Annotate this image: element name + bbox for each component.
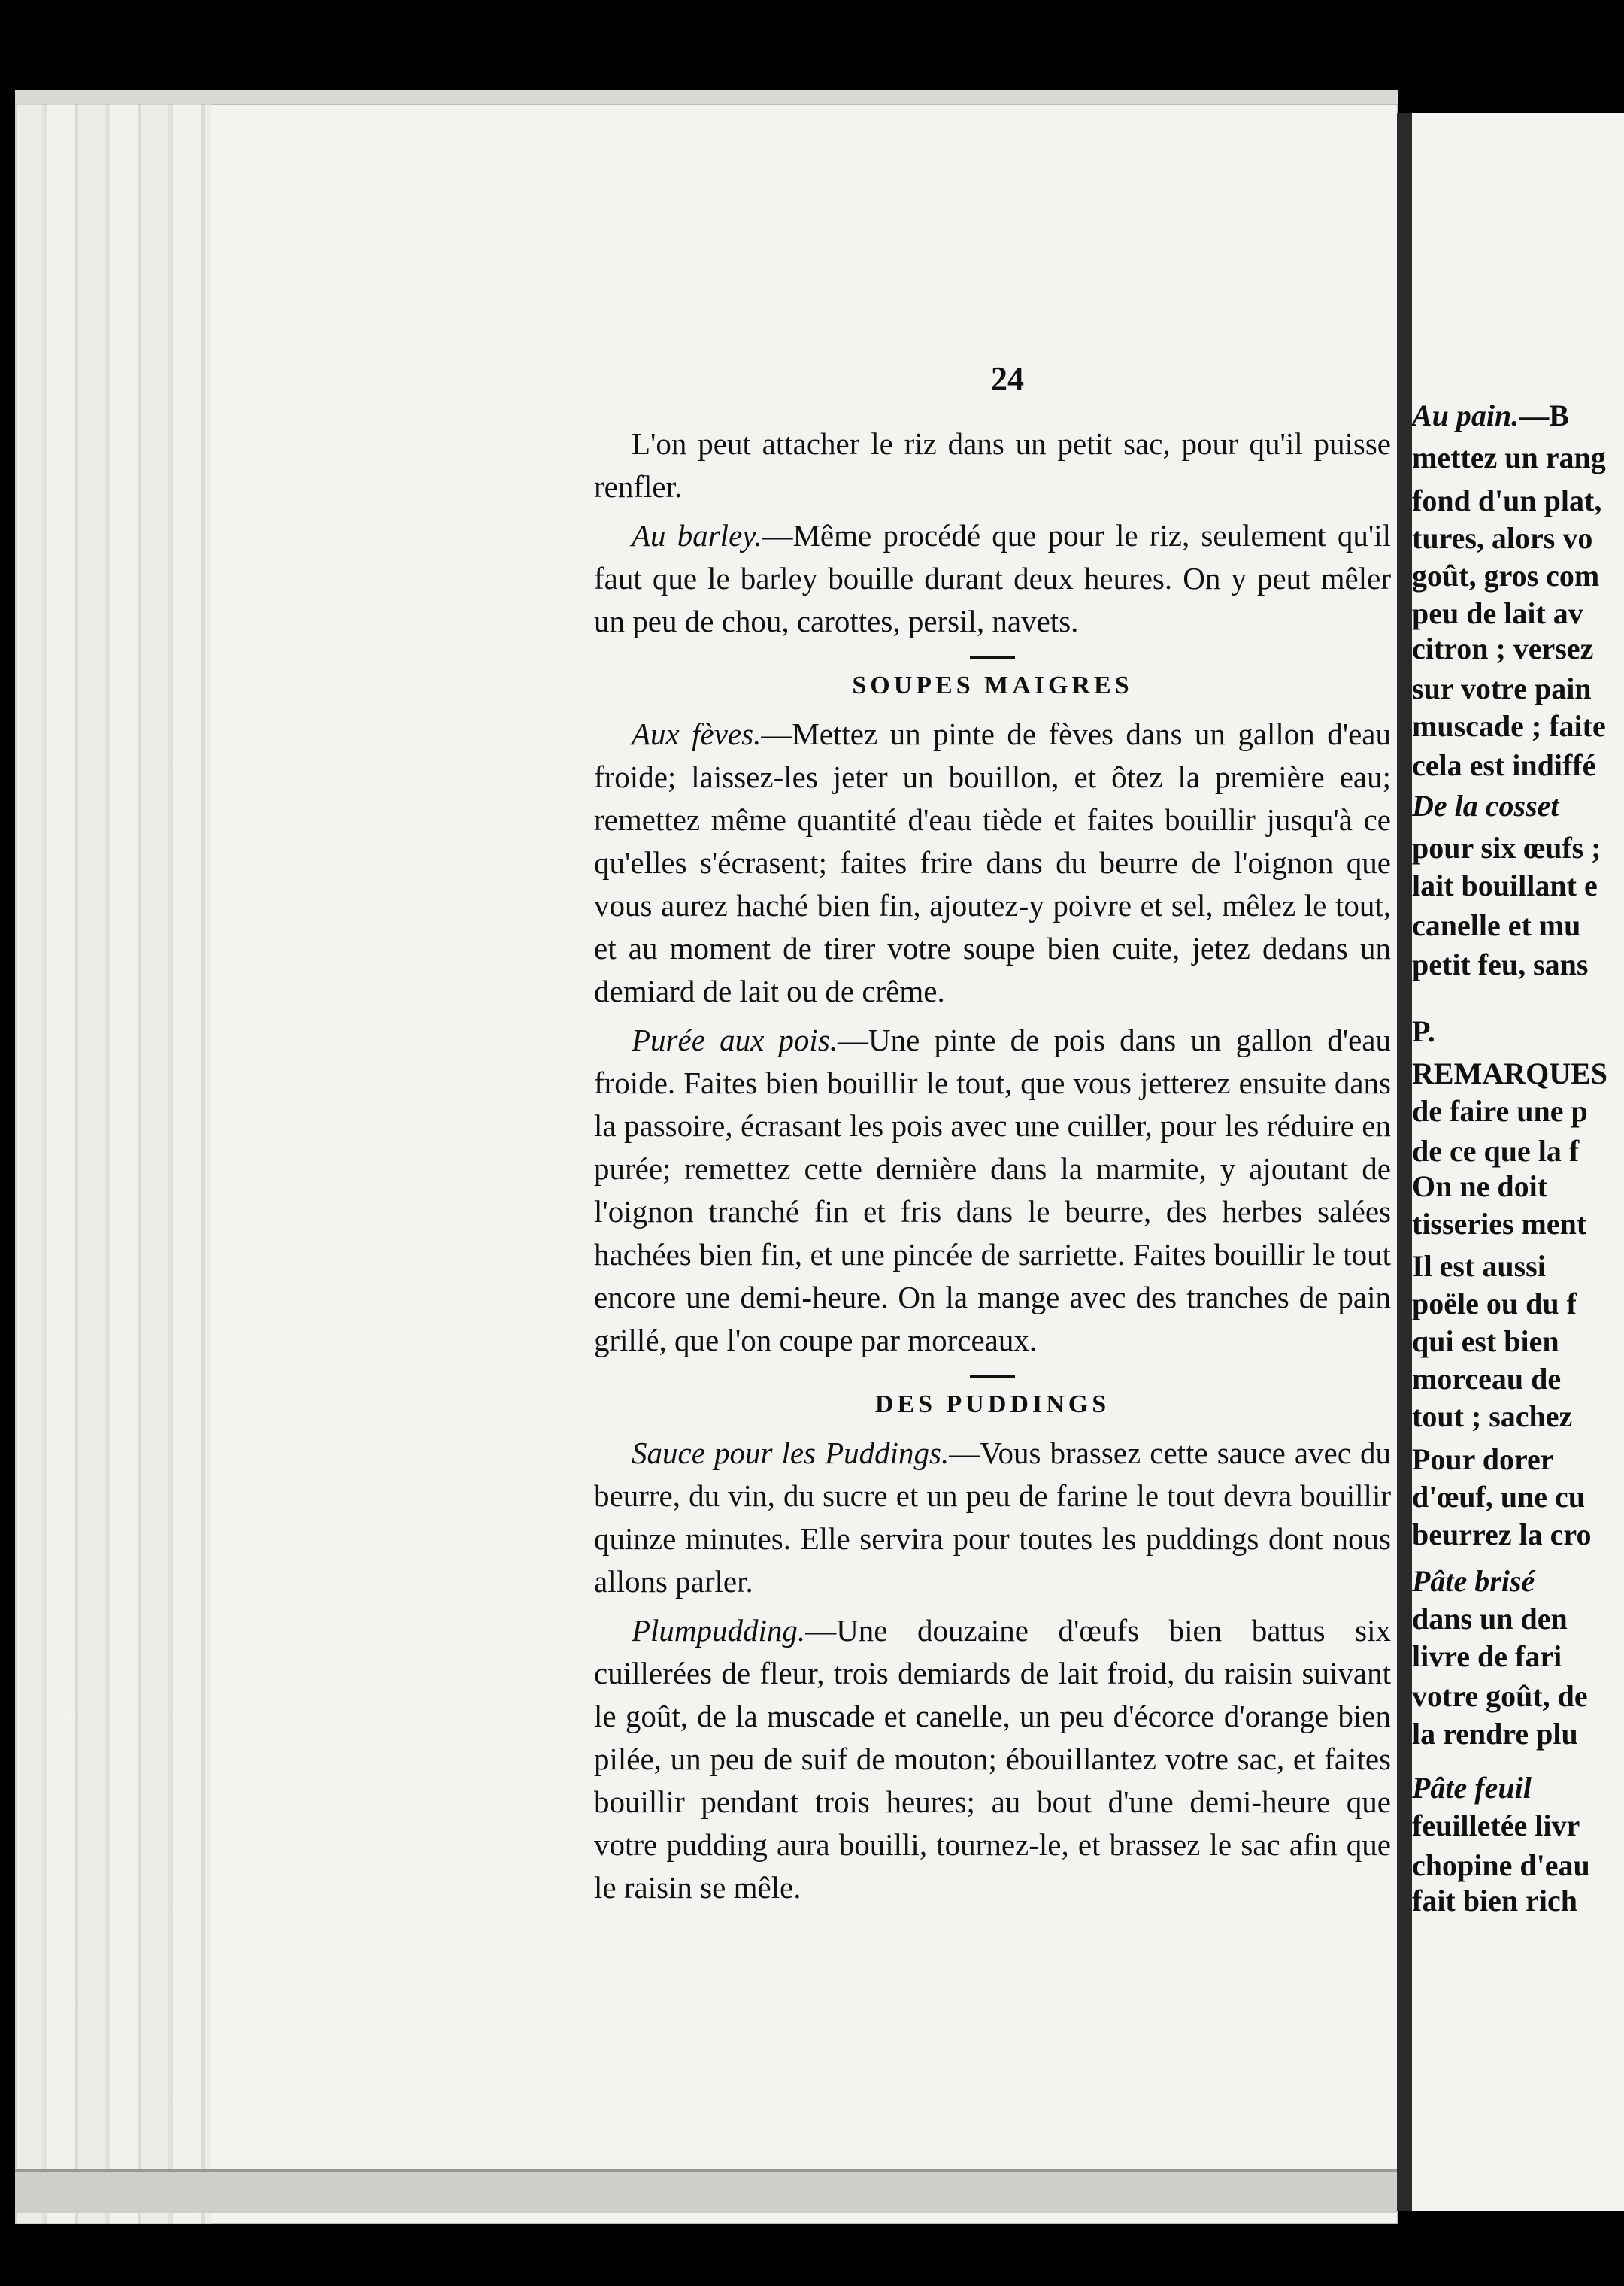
right-page-line: beurrez la cro [1412,1517,1592,1551]
right-page-line: la rendre plu [1412,1716,1578,1751]
recipe-term: Plumpudding. [632,1613,806,1648]
right-page-line: morceau de [1412,1362,1562,1396]
right-page-line: tisseries ment [1412,1207,1587,1241]
recipe-text: L'on peut attacher le riz dans un petit sac, pour qu'il puisse renfler. [594,426,1391,504]
recipe-text: —Une douzaine d'œufs bien battus six cuillerées de fleur, trois demiards de lait froid, du raisin suivant le goût, de la muscade et canelle, un peu d'écorce d'orange bien pilée, un peu de suif de mouton; ébouillantez votre sac, et faites bouillir pendant trois heures; au bout d'une demi-heure que votre pudding aura bouilli, tournez-le, et brassez le sac afin que le raisin se mêle. [594,1613,1391,1905]
right-page-line: goût, gros com [1412,558,1600,593]
right-page-line: canelle et mu [1412,908,1581,942]
recipe-text: —Une pinte de pois dans un gallon d'eau froide. Faites bien bouillir le tout, que vous jetterez ensuite dans la passoire, écrasant les pois avec une cuiller, pour les réduire en purée; remettez cette dernière dans la marmite, y ajoutant de l'oignon tranché fin et fris dans le beurre, des herbes salées hachées bien fin, et une pincée de sarriette. Faites bouillir le tout encore une demi-heure. On la mange avec des tranches de pain grillé, que l'on coupe par morceaux. [594,1023,1391,1357]
book-gutter [1397,113,1412,2211]
right-page-line [1412,395,1569,437]
right-page-line: Il est aussi [1412,1249,1546,1284]
right-page-line: petit feu, sans [1412,947,1589,981]
torn-page-edges [15,104,211,2224]
right-page-line [1412,1767,1532,1809]
right-page-line: feuilletée livr [1412,1808,1580,1842]
page-number: 24 [991,360,1024,397]
right-page-line: On ne doit [1412,1169,1548,1203]
recipe-term: Au barley. [632,518,762,553]
right-page-term: Pâte brisé [1412,1564,1535,1598]
recipe-paragraph [594,514,1391,643]
right-page-line: Pour dorer [1412,1442,1554,1476]
recipe-term: Aux fèves. [632,717,762,751]
right-page-line: peu de lait av [1412,596,1583,630]
recipe-text: —Vous brassez cette sauce avec du beurre, du vin, du sucre et un peu de farine le tout devra bouillir quinze minutes. Elle servira pour toutes les puddings dont nous allons parler. [594,1436,1391,1599]
right-page-line [1412,785,1559,827]
right-page-line: de faire une p [1412,1094,1588,1128]
recipe-paragraph [594,1609,1391,1909]
recipe-paragraph [594,1432,1391,1603]
right-page-line: mettez un rang [1412,441,1606,475]
right-page-line: tures, alors vo [1412,520,1593,555]
recipe-term: Purée aux pois. [632,1023,838,1057]
right-page-line [1412,1560,1535,1602]
recipe-paragraph [594,1019,1391,1362]
recipe-text: —Mettez un pinte de fèves dans un gallon d'eau froide; laissez-les jeter un bouillon, et ôtez la première eau; remettez même quantité d'eau tiède et faites bouillir jusqu'à ce qu'elles s'écrasent; faites frire dans du beurre de l'oignon que vous aurez haché bien fin, ajoutez-y poivre et sel, mêlez le tout, et au moment de tirer votre soupe bien cuite, jetez dedans un demiard de lait ou de crême. [594,717,1391,1008]
section-rule [970,1375,1015,1378]
right-page-term: Pâte feuil [1412,1771,1532,1805]
right-page-line: tout ; sachez [1412,1399,1573,1434]
top-spacer [594,353,1391,423]
recipe-paragraph [594,713,1391,1013]
right-page-line: pour six œufs ; [1412,831,1601,865]
right-page-line: poële ou du f [1412,1287,1577,1321]
recipe-term: Sauce pour les Puddings. [632,1436,950,1470]
section-heading: DES PUDDINGS [874,1390,1110,1418]
right-page-line: P. [1412,1014,1435,1048]
right-page-term: De la cosset [1412,788,1559,823]
section-heading: SOUPES MAIGRES [852,672,1133,699]
right-page-line: citron ; versez [1412,632,1594,665]
right-page-line: d'œuf, une cu [1412,1479,1586,1514]
recipe-text: —Même procédé que pour le riz, seulement qu'il faut que le barley bouille durant deux heures. On y peut mêler un peu de chou, carottes, persil, navets. [594,518,1391,638]
right-page-line: dans un den [1412,1602,1568,1636]
section-rule [970,656,1015,659]
right-page-line: votre goût, de [1412,1678,1588,1713]
right-page-line: muscade ; faite [1412,708,1606,743]
right-page-line: qui est bien [1412,1324,1559,1359]
left-page-text [594,353,1391,1915]
page-bottom-edge [15,2169,1398,2213]
right-page-line: fond d'un plat, [1412,483,1602,517]
right-page-line: lait bouillant e [1412,869,1598,902]
right-page [1412,113,1624,2211]
recipe-paragraph [594,423,1391,508]
right-page-line: chopine d'eau [1412,1848,1590,1882]
right-page-line: REMARQUES [1412,1057,1608,1090]
right-page-line: de ce que la f [1412,1133,1580,1168]
right-page-line: livre de fari [1412,1639,1562,1673]
right-page-term: Au pain. [1412,399,1519,432]
right-page-line: fait bien rich [1412,1884,1577,1918]
right-page-line: cela est indiffé [1412,748,1596,782]
right-page-line: sur votre pain [1412,671,1592,705]
right-page-line-text: —B [1519,399,1569,432]
